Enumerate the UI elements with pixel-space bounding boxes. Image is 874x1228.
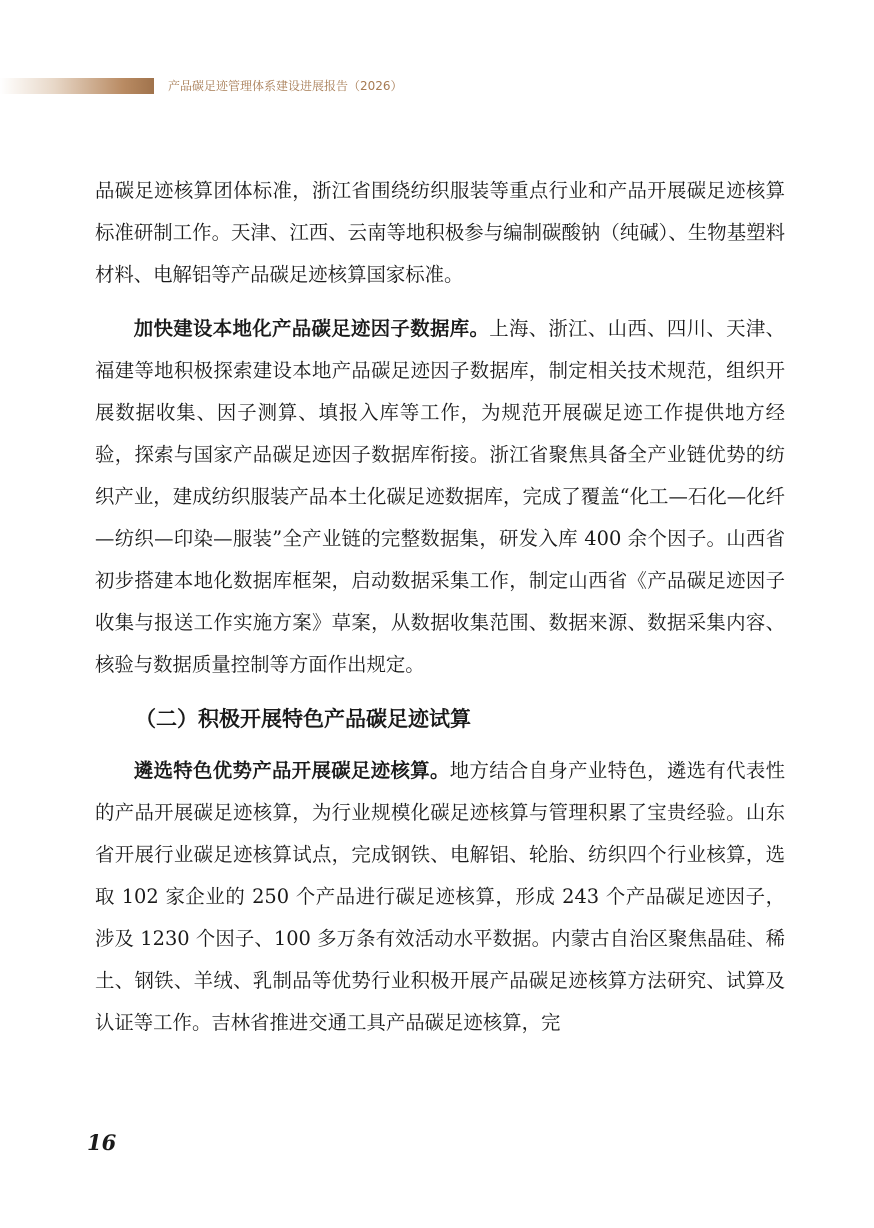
paragraph-text: 品碳足迹核算团体标准，浙江省围绕纺织服装等重点行业和产品开展碳足迹核算标准研制工作。天津、江西、云南等地积极参与编制碳酸钠（纯碱）、生物基塑料材料、电解铝等产品碳足迹核算国家标准。 xyxy=(95,179,785,286)
running-header-title: 产品碳足迹管理体系建设进展报告（2026） xyxy=(168,79,403,93)
header-decorative-band xyxy=(0,78,154,94)
paragraph-continued xyxy=(95,170,785,296)
page-body xyxy=(95,170,785,1044)
page-number: 16 xyxy=(87,1130,117,1155)
paragraph-text: 地方结合自身产业特色，遴选有代表性的产品开展碳足迹核算，为行业规模化碳足迹核算与管理积累了宝贵经验。山东省开展行业碳足迹核算试点，完成钢铁、电解铝、轮胎、纺织四个行业核算，选取 102 家企业的 250 个产品进行碳足迹核算，形成 243 个产品碳足迹因子，涉及 1230 个因子、100 多万条有效活动水平数据。内蒙古自治区聚焦晶硅、稀土、钢铁、羊绒、乳制品等优势行业积极开展产品碳足迹核算方法研究、试算及认证等工作。吉林省推进交通工具产品碳足迹核算，完 xyxy=(95,759,785,1034)
paragraph-featured-products xyxy=(95,750,785,1044)
paragraph-lead-heading: 遴选特色优势产品开展碳足迹核算。 xyxy=(133,759,450,782)
paragraph-local-database xyxy=(95,308,785,686)
section-heading: （二）积极开展特色产品碳足迹试算 xyxy=(135,706,471,731)
paragraph-lead-heading: 加快建设本地化产品碳足迹因子数据库。 xyxy=(133,317,490,340)
paragraph-text: 上海、浙江、山西、四川、天津、福建等地积极探索建设本地产品碳足迹因子数据库，制定相关技术规范，组织开展数据收集、因子测算、填报入库等工作，为规范开展碳足迹工作提供地方经验，探索与国家产品碳足迹因子数据库衔接。浙江省聚焦具备全产业链优势的纺织产业，建成纺织服装产品本土化碳足迹数据库，完成了覆盖“化工—石化—化纤—纺织—印染—服装”全产业链的完整数据集，研发入库 400 余个因子。山西省初步搭建本地化数据库框架，启动数据采集工作，制定山西省《产品碳足迹因子收集与报送工作实施方案》草案，从数据收集范围、数据来源、数据采集内容、核验与数据质量控制等方面作出规定。 xyxy=(95,317,786,676)
